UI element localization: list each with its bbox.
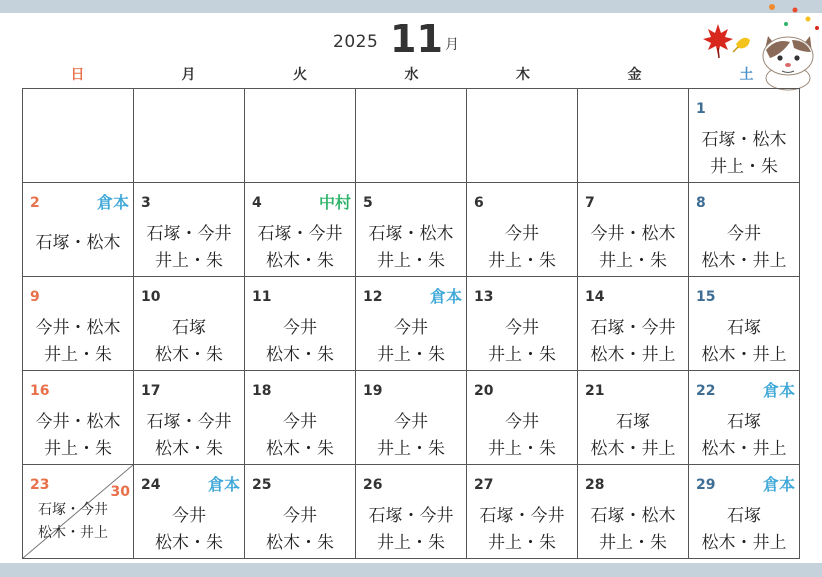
shift-line-2: 井上・朱 <box>710 157 778 177</box>
small-leaf-icon <box>806 17 811 22</box>
calendar-day-cell[interactable] <box>578 371 689 465</box>
shift-line-1: 今井 <box>505 224 539 244</box>
shift-line-1: 石塚・松木 <box>701 130 787 150</box>
day-number: 13 <box>474 289 494 305</box>
calendar-day-cell[interactable] <box>689 371 800 465</box>
day-number: 3 <box>141 195 151 211</box>
shift-line-1: 石塚 <box>727 506 761 526</box>
ginkgo-leaf-icon <box>733 38 750 52</box>
day-number: 27 <box>474 477 494 493</box>
weekday-sunday: 日 <box>70 67 85 83</box>
shift-line-2: 井上・朱 <box>377 251 445 271</box>
shift-line-2: 松木・井上 <box>701 345 787 365</box>
shift-line-2: 井上・朱 <box>599 251 667 271</box>
calendar-day-cell[interactable] <box>356 277 467 371</box>
day-number: 26 <box>363 477 383 493</box>
calendar-day-cell[interactable] <box>134 465 245 559</box>
shift-line-1: 今井・松木 <box>590 224 676 244</box>
day-number: 10 <box>141 289 161 305</box>
day-number: 1 <box>696 101 706 117</box>
shift-line-2: 松木・井上 <box>701 533 787 553</box>
calendar-day-cell <box>23 89 134 183</box>
day-number: 24 <box>141 477 161 493</box>
day-number: 29 <box>696 477 716 493</box>
shift-line-1: 今井 <box>505 318 539 338</box>
staff-tag: 中村 <box>318 193 351 212</box>
calendar-day-cell <box>356 89 467 183</box>
shift-line-2: 井上・朱 <box>44 439 112 459</box>
calendar-day-cell[interactable] <box>23 277 134 371</box>
shift-line-1: 石塚・今井 <box>146 224 232 244</box>
shift-line-1: 今井 <box>283 318 317 338</box>
calendar-week-row <box>23 89 800 183</box>
shift-line-2: 井上・朱 <box>155 251 223 271</box>
small-leaf-icon <box>815 26 819 30</box>
shift-line-1: 石塚・今井 <box>368 506 454 526</box>
staff-tag: 倉本 <box>762 475 795 494</box>
shift-line-2: 井上・朱 <box>377 533 445 553</box>
staff-tag: 倉本 <box>96 193 129 212</box>
calendar-day-cell[interactable] <box>23 183 134 277</box>
shift-line-1: 石塚 <box>616 412 650 432</box>
calendar-day-cell[interactable] <box>578 183 689 277</box>
shift-line-2: 井上・朱 <box>377 439 445 459</box>
shift-line-2: 松木・井上 <box>590 345 676 365</box>
small-leaf-icon <box>784 22 788 26</box>
staff-tag: 倉本 <box>429 287 462 306</box>
day-number: 17 <box>141 383 161 399</box>
day-number: 8 <box>696 195 706 211</box>
calendar-week-row <box>23 183 800 277</box>
shift-line-1: 石塚・今井 <box>146 412 232 432</box>
weekday-thursday: 木 <box>516 67 530 83</box>
day-number-secondary: 30 <box>110 484 130 500</box>
shift-line-1: 今井 <box>283 506 317 526</box>
shift-line-1: 石塚 <box>727 318 761 338</box>
shift-line-1: 石塚・松木 <box>368 224 454 244</box>
day-number: 22 <box>696 383 716 399</box>
shift-line-2: 井上・朱 <box>599 533 667 553</box>
shift-line-1: 今井 <box>394 412 428 432</box>
shift-line-2: 井上・朱 <box>488 345 556 365</box>
calendar-day-cell[interactable] <box>245 277 356 371</box>
calendar-day-cell[interactable] <box>467 465 578 559</box>
calendar-day-cell[interactable] <box>245 465 356 559</box>
calendar-week-row <box>23 277 800 371</box>
calendar-day-cell[interactable] <box>134 371 245 465</box>
maple-leaf-icon <box>703 24 733 58</box>
calendar-day-cell[interactable] <box>467 277 578 371</box>
calendar-day-cell[interactable] <box>23 371 134 465</box>
shift-line-2: 松木・井上 <box>38 525 108 541</box>
calendar-day-cell[interactable] <box>578 465 689 559</box>
calendar-day-cell[interactable] <box>356 465 467 559</box>
calendar-grid <box>22 88 800 559</box>
shift-line-2: 松木・朱 <box>155 439 223 459</box>
shift-line-2: 井上・朱 <box>44 345 112 365</box>
day-number: 4 <box>252 195 262 211</box>
weekday-tuesday: 火 <box>293 67 307 83</box>
calendar-day-cell[interactable] <box>578 277 689 371</box>
calendar-day-cell <box>467 89 578 183</box>
shift-line-1: 今井 <box>727 224 761 244</box>
shift-line-2: 松木・朱 <box>266 251 334 271</box>
top-band <box>0 0 822 13</box>
day-number: 9 <box>30 289 40 305</box>
shift-line-2: 井上・朱 <box>488 251 556 271</box>
small-leaf-icon <box>769 4 775 10</box>
staff-tag: 倉本 <box>762 381 795 400</box>
shift-line-1: 石塚・今井 <box>590 318 676 338</box>
day-number: 14 <box>585 289 605 305</box>
year-label: 2025 <box>333 32 379 52</box>
day-number: 12 <box>363 289 383 305</box>
weekday-friday: 金 <box>627 67 642 83</box>
day-number: 5 <box>363 195 373 211</box>
shift-line-1: 今井 <box>283 412 317 432</box>
day-number: 20 <box>474 383 494 399</box>
shift-line-2: 松木・朱 <box>266 439 334 459</box>
day-number: 2 <box>30 195 40 211</box>
calendar-day-cell[interactable] <box>245 183 356 277</box>
shift-line-1: 石塚・松木 <box>35 233 121 253</box>
shift-line-1: 今井 <box>172 506 206 526</box>
day-number: 7 <box>585 195 595 211</box>
weekday-header-row <box>22 64 803 86</box>
day-number: 15 <box>696 289 716 305</box>
shift-line-2: 井上・朱 <box>488 533 556 553</box>
shift-line-1: 石塚・今井 <box>38 502 108 518</box>
calendar-day-cell <box>134 89 245 183</box>
calendar-day-cell[interactable] <box>356 371 467 465</box>
day-number: 19 <box>363 383 383 399</box>
day-number: 18 <box>252 383 272 399</box>
calendar-day-cell[interactable] <box>689 89 800 183</box>
shift-line-2: 松木・朱 <box>155 345 223 365</box>
shift-line-1: 石塚・今井 <box>479 506 565 526</box>
weekday-monday: 月 <box>181 67 196 83</box>
month-number: 11 <box>390 17 443 61</box>
calendar-week-row <box>23 371 800 465</box>
calendar-day-cell[interactable] <box>245 371 356 465</box>
calendar-day-cell[interactable] <box>689 183 800 277</box>
shift-line-1: 今井・松木 <box>35 412 121 432</box>
shift-line-2: 井上・朱 <box>488 439 556 459</box>
calendar-day-cell[interactable] <box>134 183 245 277</box>
calendar-week-row <box>23 465 800 559</box>
staff-tag: 倉本 <box>207 475 240 494</box>
calendar-day-cell[interactable] <box>467 371 578 465</box>
shift-line-2: 井上・朱 <box>377 345 445 365</box>
day-number: 6 <box>474 195 484 211</box>
calendar-header <box>0 14 822 66</box>
shift-line-2: 松木・朱 <box>266 533 334 553</box>
bottom-band <box>0 563 822 577</box>
shift-line-1: 今井・松木 <box>35 318 121 338</box>
shift-line-2: 松木・井上 <box>701 251 787 271</box>
shift-line-1: 今井 <box>505 412 539 432</box>
calendar-day-cell[interactable] <box>356 183 467 277</box>
shift-line-1: 石塚 <box>172 318 206 338</box>
calendar-day-cell <box>245 89 356 183</box>
calendar-day-cell[interactable] <box>467 183 578 277</box>
shift-line-1: 石塚 <box>727 412 761 432</box>
month-suffix: 月 <box>445 37 459 53</box>
calendar-day-cell[interactable] <box>689 465 800 559</box>
calendar-day-cell[interactable] <box>134 277 245 371</box>
shift-line-1: 石塚・今井 <box>257 224 343 244</box>
day-number: 25 <box>252 477 272 493</box>
shift-line-2: 松木・井上 <box>701 439 787 459</box>
calendar-day-cell[interactable] <box>23 465 134 559</box>
weekday-saturday: 土 <box>739 67 754 83</box>
calendar-day-cell[interactable] <box>689 277 800 371</box>
day-number: 21 <box>585 383 605 399</box>
calendar-day-cell <box>578 89 689 183</box>
shift-line-1: 石塚・松木 <box>590 506 676 526</box>
shift-line-2: 松木・朱 <box>155 533 223 553</box>
day-number: 28 <box>585 477 605 493</box>
weekday-wednesday: 水 <box>404 67 419 83</box>
day-number: 23 <box>30 477 50 493</box>
shift-line-2: 松木・井上 <box>590 439 676 459</box>
day-number: 16 <box>30 383 50 399</box>
day-number: 11 <box>252 289 272 305</box>
shift-line-2: 松木・朱 <box>266 345 334 365</box>
small-leaf-icon <box>793 8 798 13</box>
shift-line-1: 今井 <box>394 318 428 338</box>
